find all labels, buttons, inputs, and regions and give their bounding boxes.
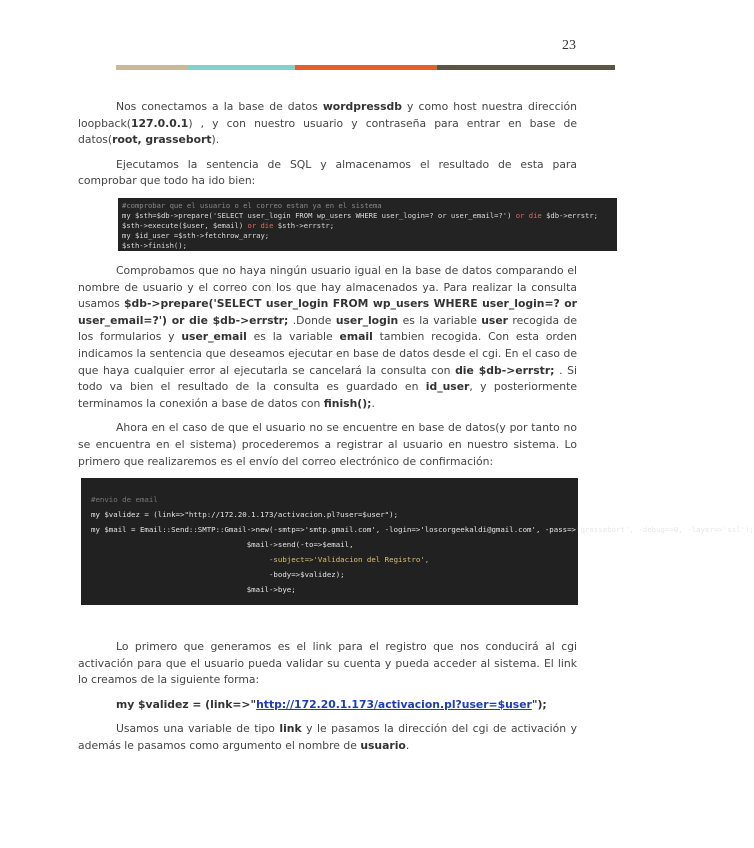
paragraph-execute-intro: Ejecutamos la sentencia de SQL y almacenamos el resultado de esta para comprobar que todo ha ido bien: [78,157,577,188]
document-body [78,99,754,763]
page-number: 23 [562,38,576,53]
color-bar-segment-3 [295,65,437,70]
activation-link[interactable]: http://172.20.1.173/activacion.pl?user=$user [256,697,532,711]
paragraph-query-explanation: Comprobamos que no haya ningún usuario igual en la base de datos comparando el nombre de usuario y el correo con los que hay almacenados ya. Para realizar la consulta usamos $db->prepare('SELECT user_login FROM wp_users WHERE user_login=? or user_email=?') or die $db->errstr; .Donde user_login es la variable user recogida de los formularios y user_email es la variable email tambien recogida. Con esta orden indicamos la sentencia que deseamos ejecutar en base de datos desde el cgi. En el caso de que haya cualquier error al ejecutarla se cancelará la consulta con die $db->errstr; . Si todo va bien el resultado de la consulta es guardado en id_user, y posteriormente terminamos la conexión a base de datos con finish();. [78,263,578,410]
code-block-send-email: #envio de email my $validez = (link=>"http://172.20.1.173/activacion.pl?user=$user"); my $mail = Email::Send::SMTP::Gmail->new(-smtp=>'smtp.gmail.com', -login=>'loscorgeekaldi@gmail.com', -pass=>'grassebort', -debug=>0, -layer=>'ssl'); $mail->send(-to=>$email, -subject=>'Validacion del Registro', -body=>$validez); $mail->bye; [81,478,578,605]
paragraph-connection: Nos conectamos a la base de datos wordpressdb y como host nuestra dirección loopback(127.0.0.1) , y con nuestro usuario y contraseña para entrar en base de datos(root, grassebort). [78,100,577,147]
color-bar-segment-2 [188,65,295,70]
paragraph-register-intro: Ahora en el caso de que el usuario no se encuentre en base de datos(y por tanto no se encuentra en el sistema) procederemos a registrar al usuario en nuestro sistema. Lo primero que realizaremos es el envío del correo electrónico de confirmación: [78,421,577,468]
paragraph-link-variable: Usamos una variable de tipo link y le pasamos la dirección del cgi de activación y además le pasamos como argumento el nombre de usuario. [78,722,577,753]
paragraph-link-explanation: Lo primero que generamos es el link para el registro que nos conducirá al cgi activación para que el usuario pueda validar su cuenta y pueda acceder al sistema. El link lo creamos de la siguiente forma: [78,640,577,687]
header-color-bar [116,65,615,70]
validez-code-line: my $validez = (link=>"http://172.20.1.173/activacion.pl?user=$user"); [116,697,547,711]
code-comment: #comprobar que el usuario o el correo estan ya en el sistema [122,200,382,210]
color-bar-segment-4 [437,65,615,70]
color-bar-segment-1 [116,65,188,70]
code-block-sql-check: #comprobar que el usuario o el correo estan ya en el sistema my $sth=$db->prepare('SELECT user_login FROM wp_users WHERE user_login=? or user_email=?') or die $db->errstr; $sth->execute($user, $email) or die $sth->errstr; my $id_user =$sth->fetchrow_array; $sth->finish(); [118,198,617,251]
